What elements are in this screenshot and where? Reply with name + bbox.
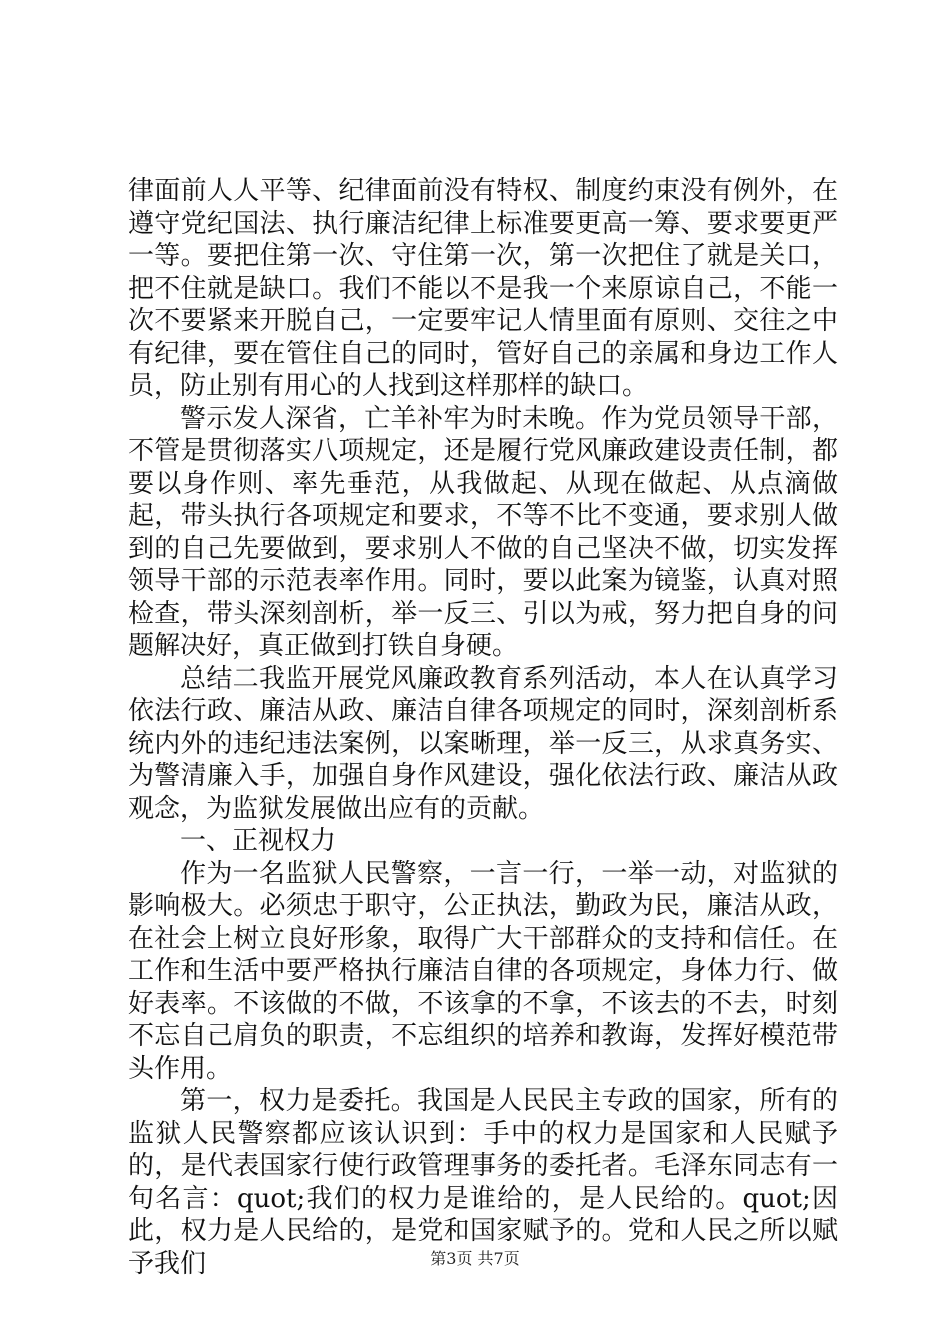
paragraph-4: 作为一名监狱人民警察，一言一行，一举一动，对监狱的影响极大。必须忠于职守，公正执法，勤政为民，廉洁从政，在社会上树立良好形象，取得广大干部群众的支持和信任。在工作和生活中要严格执行廉洁自律的各项规定，身体力行、做好表率。不该做的不做，不该拿的不拿，不该去的不去，时刻不忘自己肩负的职责，不忘组织的培养和教诲，发挥好模范带头作用。 — [128, 858, 838, 1084]
paragraph-3: 总结二我监开展党风廉政教育系列活动，本人在认真学习依法行政、廉洁从政、廉洁自律各项规定的同时，深刻剖析系统内外的违纪违法案例，以案晰理，举一反三，从求真务实、为警清廉入手，加强自身作风建设，强化依法行政、廉洁从政观念，为监狱发展做出应有的贡献。 — [128, 663, 838, 824]
paragraph-5: 第一，权力是委托。我国是人民民主专政的国家，所有的监狱人民警察都应该认识到：手中的权力是国家和人民赋予的，是代表国家行使行政管理事务的委托者。毛泽东同志有一句名言：quot;我们的权力是谁给的，是人民给的。quot;因此，权力是人民给的，是党和国家赋予的。党和人民之所以赋予我们 — [128, 1086, 838, 1279]
paragraph-1: 律面前人人平等、纪律面前没有特权、制度约束没有例外，在遵守党纪国法、执行廉洁纪律上标准要更高一筹、要求要更严一等。要把住第一次、守住第一次，第一次把住了就是关口，把不住就是缺口。我们不能以不是我一个来原谅自己，不能一次不要紧来开脱自己，一定要牢记人情里面有原则、交往之中有纪律，要在管住自己的同时，管好自己的亲属和身边工作人员，防止别有用心的人找到这样那样的缺口。 — [128, 176, 838, 401]
paragraph-2: 警示发人深省，亡羊补牢为时未晚。作为党员领导干部，不管是贯彻落实八项规定，还是履行党风廉政建设责任制，都要以身作则、率先垂范，从我做起、从现在做起、从点滴做起，带头执行各项规定和要求，不等不比不变通，要求别人做到的自己先要做到，要求别人不做的自己坚决不做，切实发挥领导干部的示范表率作用。同时，要以此案为镜鉴，认真对照检查，带头深刻剖析，举一反三、引以为戒，努力把自身的问题解决好，真正做到打铁自身硬。 — [128, 403, 838, 661]
page-number-footer: 第3页 共7页 — [430, 1249, 520, 1268]
document-body — [128, 175, 838, 1280]
section-heading: 一、正视权力 — [180, 826, 337, 856]
